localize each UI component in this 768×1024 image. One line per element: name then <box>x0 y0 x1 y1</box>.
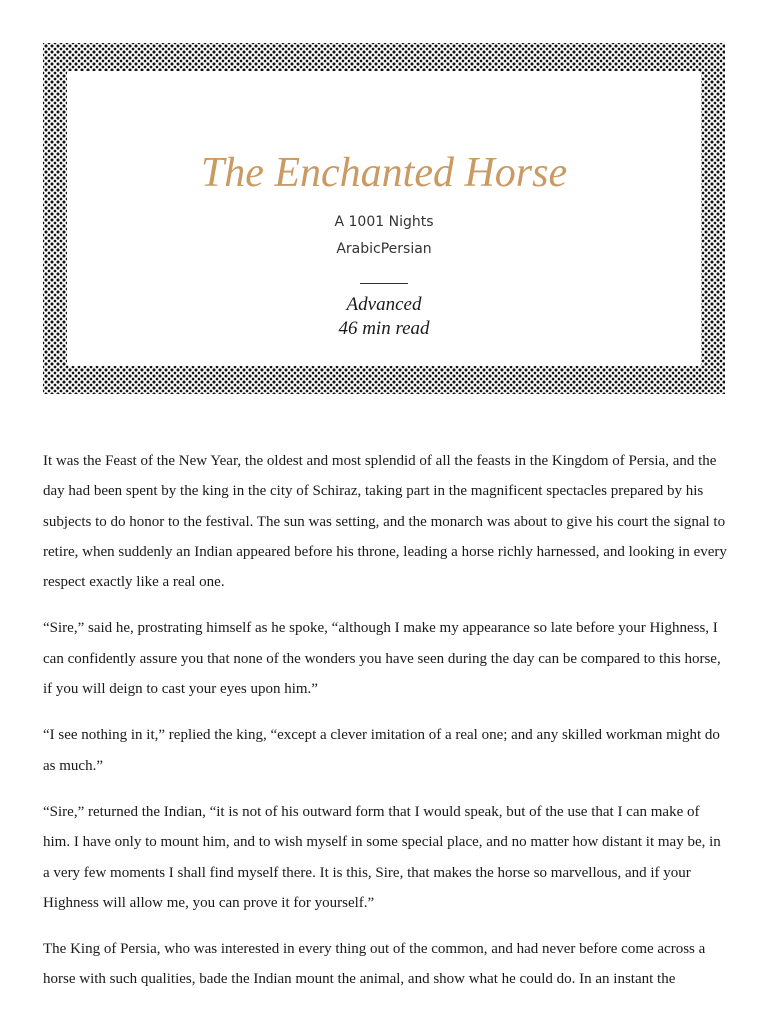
story-header-banner <box>43 43 725 394</box>
story-paragraph: It was the Feast of the New Year, the oldest and most splendid of all the feasts in the Kingdom of Persia, and the day had been spent by the king in the city of Schiraz, taking part in the magnificent spectacles prepared by his subjects to do honor to the festival. The sun was setting, and the monarch was about to give his court the signal to retire, when suddenly an Indian appeared before his throne, leading a horse richly harnessed, and looking in every respect exactly like a real one. <box>43 453 727 591</box>
story-body <box>43 446 729 1011</box>
story-collection: A 1001 Nights <box>334 214 434 230</box>
story-paragraph: The King of Persia, who was interested in every thing out of the common, and had never before come across a horse with such qualities, bade the Indian mount the animal, and show what he could do. In an instant the <box>43 941 706 988</box>
story-info <box>67 293 701 341</box>
story-meta <box>67 209 701 263</box>
story-paragraph: “Sire,” said he, prostrating himself as he spoke, “although I make my appearance so late before your Highness, I can confidently assure you that none of the wonders you have seen during the day can be compared to this horse, if you will deign to cast your eyes upon him.” <box>43 620 721 698</box>
title-divider <box>360 283 408 284</box>
story-read-time: 46 min read <box>338 318 430 339</box>
story-paragraph: “Sire,” returned the Indian, “it is not of his outward form that I would speak, but of the use that I can make of him. I have only to mount him, and to wish myself in some special place, and no matter how distant it may be, in a very few moments I shall find myself there. It is this, Sire, that makes the horse so marvellous, and if your Highness will allow me, you can prove it for yourself.” <box>43 803 721 911</box>
story-origin: ArabicPersian <box>336 241 432 257</box>
story-title: The Enchanted Horse <box>200 150 568 196</box>
story-header-card <box>67 71 701 366</box>
story-paragraph: “I see nothing in it,” replied the king, “except a clever imitation of a real one; and any skilled workman might do as much.” <box>43 727 720 774</box>
story-level: Advanced <box>346 294 422 315</box>
